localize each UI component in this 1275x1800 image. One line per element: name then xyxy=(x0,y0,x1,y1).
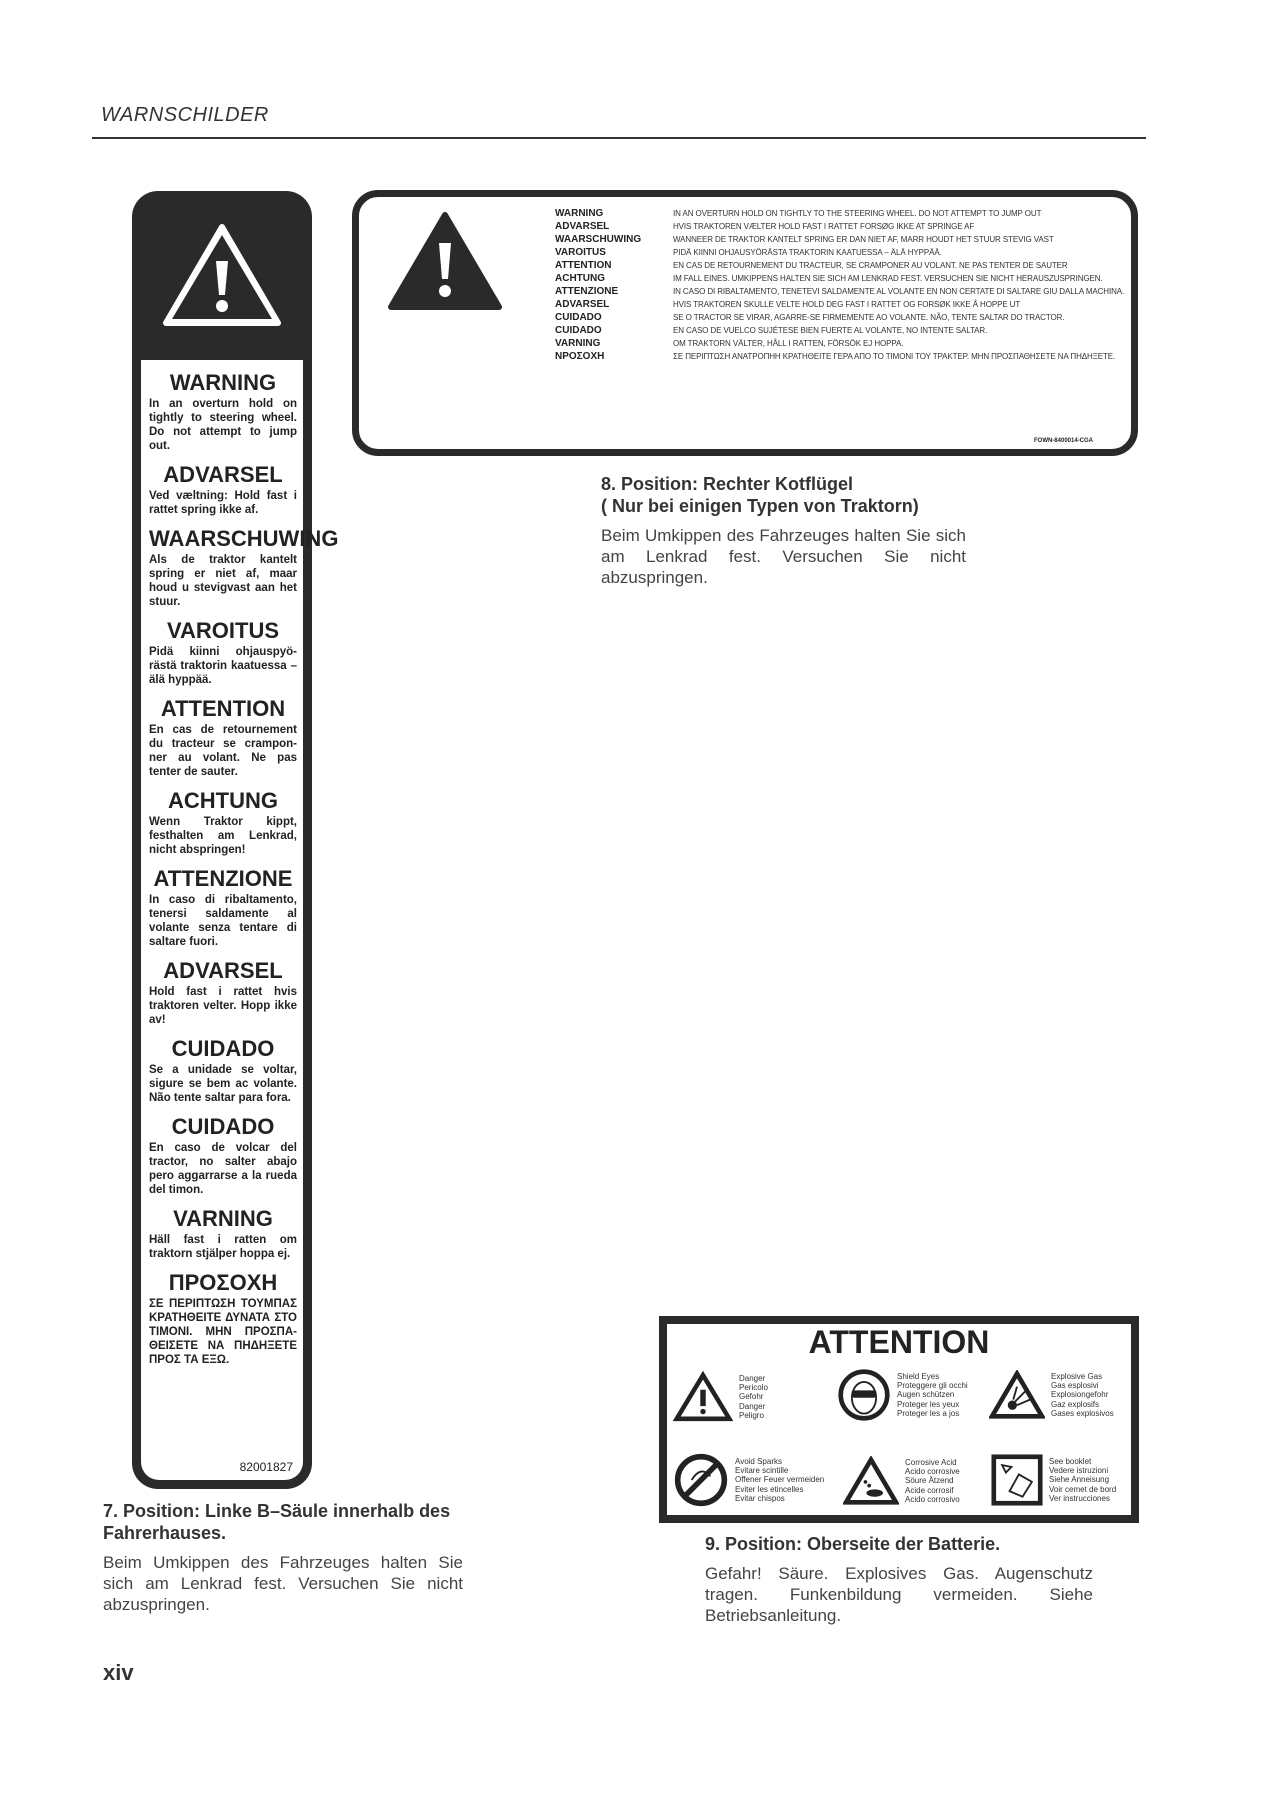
warning-block xyxy=(149,866,297,949)
decal-code: FOWN-8400014-CGA xyxy=(1033,438,1093,444)
no-sparks-icon xyxy=(673,1452,729,1508)
warning-block-text: Se a unidade se voltar, sigure se bem ac volante. Não tente saltar para fora. xyxy=(149,1064,297,1104)
warning-decal-vertical xyxy=(132,191,339,1489)
warning-block-title: ΠΡΟΣΟΧΗ xyxy=(168,1270,278,1295)
caption-7-text: Beim Umkippen des Fahrzeuges halten Sie sich am Lenkrad fest. Versuchen Sie nicht abzuspringen. xyxy=(103,1553,463,1614)
warning-block-text: In an overturn hold on tightly to steering wheel. Do not attempt to jump out. xyxy=(149,398,297,452)
caption-9-title: 9. Position: Oberseite der Batterie. xyxy=(705,1534,1001,1554)
decal-row xyxy=(555,326,1129,336)
row-language-label: ATTENTION xyxy=(555,260,612,271)
row-text: SE O TRACTOR SE VIRAR, AGARRE-SE FIRMEMENTE AO VOLANTE. NÃO, TENTE SALTAR DO TRACTOR. xyxy=(673,313,1065,322)
warning-block xyxy=(149,370,297,453)
warning-block-text: Als de traktor kantelt spring er niet af, maar houd u stevigvast aan het stuur. xyxy=(149,554,297,608)
caption-7 xyxy=(103,1500,463,1615)
row-language-label: VARNING xyxy=(555,338,601,349)
decal-row xyxy=(555,352,1129,362)
warning-triangle-icon xyxy=(387,211,503,311)
warning-block xyxy=(149,618,297,687)
row-text: HVIS TRAKTOREN SKULLE VELTE HOLD DEG FAST I RATTET OG FORSØK IKKE Å HOPPE UT xyxy=(673,300,1021,309)
battery-warning-decal xyxy=(659,1316,1139,1523)
warning-block-title: ACHTUNG xyxy=(168,788,278,813)
row-text: IM FALL EINES. UMKIPPENS HALTEN SIE SICH AM LENKRAD FEST. VERSUCHEN SIE NICHT HERAUSZUSPRINGEN. xyxy=(673,274,1103,283)
row-text: EN CAS DE RETOURNEMENT DU TRACTEUR, SE CRAMPONER AU VOLANT. NE PAS TENTER DE SAUTER xyxy=(673,261,1068,270)
warning-block-text: In caso di ribaltamento, tenersi saldamente al volante senza tentare di saltare fuori. xyxy=(149,894,297,948)
warning-block-title: WAARSCHUWING xyxy=(149,526,339,551)
row-language-label: WAARSCHUWING xyxy=(555,234,642,245)
row-language-label: CUIDADO xyxy=(555,312,602,323)
section-header: WARNSCHILDER xyxy=(101,104,269,126)
warning-block xyxy=(149,1114,297,1197)
warning-block-title: ATTENZIONE xyxy=(153,866,293,891)
decal-row xyxy=(555,261,1129,271)
row-language-label: ATTENZIONE xyxy=(555,286,619,297)
warning-decal-horizontal xyxy=(352,190,1138,456)
row-text: ΣΕ ΠΕΡΙΠΤΩΣΗ ΑΝΑΤΡΟΠΗΗ ΚΡΑΤΗΘΕΙΤΕ ΓΕΡΑ ΑΠΟ ΤΟ ΤΙΜΟΝΙ ΤΟΥ ΤΡΑΚΤΕΡ. ΜΗΝ ΠΡΟΣΠΑΘΗΣΕΤΕ ΝΑ ΠΗΔΗΞΕΤΕ. xyxy=(673,352,1116,361)
cell-text: Danger Pericolo Gefohr Danger Peligro xyxy=(739,1373,768,1420)
page-number: xiv xyxy=(103,1660,134,1685)
caption-9 xyxy=(705,1533,1093,1626)
explosive-icon xyxy=(989,1370,1045,1420)
row-language-label: ΝΡΟΣΟΧΗ xyxy=(555,351,605,362)
warning-block-title: ADVARSEL xyxy=(163,958,283,983)
warning-block xyxy=(149,526,339,609)
warning-block-text: Wenn Traktor kippt, festhalten am Lenkrad, nicht abspringen! xyxy=(149,816,297,856)
caption-9-text: Gefahr! Säure. Explosives Gas. Augenschutz tragen. Funkenbildung vermeiden. Siehe Betriebsanleitung. xyxy=(705,1564,1093,1625)
warning-block-title: ATTENTION xyxy=(160,696,286,721)
row-text: IN CASO DI RIBALTAMENTO, TENETEVI SALDAMENTE AL VOLANTE EN NON CERTATE DI SALTARE GIU DALLA MACHINA. xyxy=(673,287,1125,296)
eye-protection-icon xyxy=(837,1368,891,1422)
caption-8-text: Beim Umkippen des Fahrzeuges halten Sie sich am Lenkrad fest. Versuchen Sie nicht abzuspringen. xyxy=(601,526,966,587)
caption-8 xyxy=(601,473,966,588)
warning-block xyxy=(149,958,297,1027)
decal-top xyxy=(141,200,303,350)
row-language-label: VAROITUS xyxy=(555,247,606,258)
warning-block xyxy=(149,1036,297,1105)
cell-danger xyxy=(673,1370,768,1424)
caption-7-title: 7. Position: Linke B–Säule innerhalb des Fahrerhauses. xyxy=(103,1501,451,1543)
cell-explosive xyxy=(989,1370,1114,1420)
decal-rows xyxy=(555,209,1129,365)
warning-block-title: VAROITUS xyxy=(166,618,280,643)
warning-block-title: CUIDADO xyxy=(171,1114,275,1139)
warning-block-text: Ved væltning: Hold fast i rattet spring ikke af. xyxy=(149,490,297,516)
row-language-label: ACHTUNG xyxy=(555,273,605,284)
row-text: HVIS TRAKTOREN VÆLTER HOLD FAST I RATTET FORSØG IKKE AT SPRINGE AF xyxy=(673,222,975,231)
cell-avoid-sparks xyxy=(673,1452,824,1508)
decal-row xyxy=(555,313,1129,323)
cell-text: Explosive Gas Gas esplosivi Explosiongefohr Gaz explosifs Gases explosivos xyxy=(1051,1371,1114,1418)
warning-block xyxy=(149,462,297,517)
part-number: 82001827 xyxy=(239,1460,293,1474)
decal-row xyxy=(555,300,1129,310)
corrosive-icon xyxy=(843,1456,899,1506)
warning-block-title: WARNING xyxy=(169,370,277,395)
warning-block xyxy=(149,696,297,779)
decal-row xyxy=(555,222,1129,232)
header-rule xyxy=(92,137,1146,139)
warning-block-text: ΣΕ ΠΕΡΙΠΤΩΣΗ ΤΟΥΜΠΑΣ ΚΡΑΤΗΘΕΙΤΕ ΔΥΝΑΤΑ ΣΤΟ ΤΙΜΟΝΙ. ΜΗΝ ΠΡΟΣΠΑ-ΘΕΙΣΕΤΕ ΝΑ ΠΗΔΗΞΕΤΕ ΠΡΟΣ ΤΑ ΕΞΩ. xyxy=(149,1298,297,1366)
decal-row xyxy=(555,209,1129,219)
decal-row xyxy=(555,248,1129,258)
row-text: EN CASO DE VUELCO SUJÉTESE BIEN FUERTE AL VOLANTE, NO INTENTE SALTAR. xyxy=(673,326,988,335)
row-language-label: CUIDADO xyxy=(555,325,602,336)
warning-block-title: ADVARSEL xyxy=(163,462,283,487)
warning-block xyxy=(149,1270,297,1367)
decal-text-panel xyxy=(141,360,339,1480)
cell-text: Shield Eyes Proteggere gli occhi Augen schützen Proteger les yeux Proteger les a jos xyxy=(897,1371,968,1418)
warning-block-text: Häll fast i ratten om traktorn stjälper hoppa ej. xyxy=(149,1234,297,1260)
warning-block xyxy=(149,1206,297,1261)
warning-block-title: VARNING xyxy=(173,1206,273,1231)
cell-shield-eyes xyxy=(837,1368,968,1422)
decal-title: ATTENTION xyxy=(808,1324,990,1360)
warning-block-text: Pidä kiinni ohjauspyö-rästä traktorin kaatuessa – älä hyppää. xyxy=(149,646,297,686)
row-text: IN AN OVERTURN HOLD ON TIGHTLY TO THE STEERING WHEEL. DO NOT ATTEMPT TO JUMP OUT xyxy=(673,209,1042,218)
row-language-label: ADVARSEL xyxy=(555,221,610,232)
row-language-label: WARNING xyxy=(555,208,604,219)
decal-row xyxy=(555,274,1129,284)
decal-row xyxy=(555,339,1129,349)
warning-block-text: Hold fast i rattet hvis traktoren velter. Hopp ikke av! xyxy=(149,986,297,1026)
row-text: PIDÄ KIINNI OHJAUSYÖRÄSTA TRAKTORIN KAATUESSA – ÄLÄ HYPPÄÄ. xyxy=(673,248,942,257)
cell-corrosive xyxy=(843,1456,960,1506)
cell-text: See booklet Vedere istruzioni Siehe Anneisung Voir cemet de bord Ver instrucciones xyxy=(1049,1456,1117,1503)
warning-block-text: En cas de retournement du tracteur se crampon-ner au volant. Ne pas tenter de sauter. xyxy=(149,724,297,778)
warning-block-text: En caso de volcar del tractor, no salter abajo pero aggarrarse a la rueda del timon. xyxy=(149,1142,297,1196)
cell-text: Avoid Sparks Evitare scintille Offener Feuer vermeiden Eviter les etincelles Evitar chispos xyxy=(735,1456,825,1503)
warning-triangle-icon xyxy=(673,1370,733,1424)
row-text: WANNEER DE TRAKTOR KANTELT SPRING ER DAN NIET AF, MARR HOUDT HET STUUR STEVIG VAST xyxy=(673,235,1054,244)
decal-row xyxy=(555,235,1129,245)
booklet-icon xyxy=(991,1454,1043,1506)
warning-blocks xyxy=(149,370,339,1460)
cell-see-booklet xyxy=(991,1454,1116,1506)
decal-row xyxy=(555,287,1129,297)
warning-block-title: CUIDADO xyxy=(171,1036,275,1061)
row-text: OM TRAKTORN VÄLTER, HÅLL I RATTEN, FÖRSÖK EJ HOPPA. xyxy=(673,339,904,348)
warning-triangle-icon xyxy=(162,223,282,328)
cell-text: Corrosive Acid Acido corrosive Söure Ätzend Acide corrosif Acido corrosivo xyxy=(905,1457,960,1504)
row-language-label: ADVARSEL xyxy=(555,299,610,310)
caption-8-title: 8. Position: Rechter Kotflügel ( Nur bei einigen Typen von Traktorn) xyxy=(601,474,919,516)
warning-block xyxy=(149,788,297,857)
